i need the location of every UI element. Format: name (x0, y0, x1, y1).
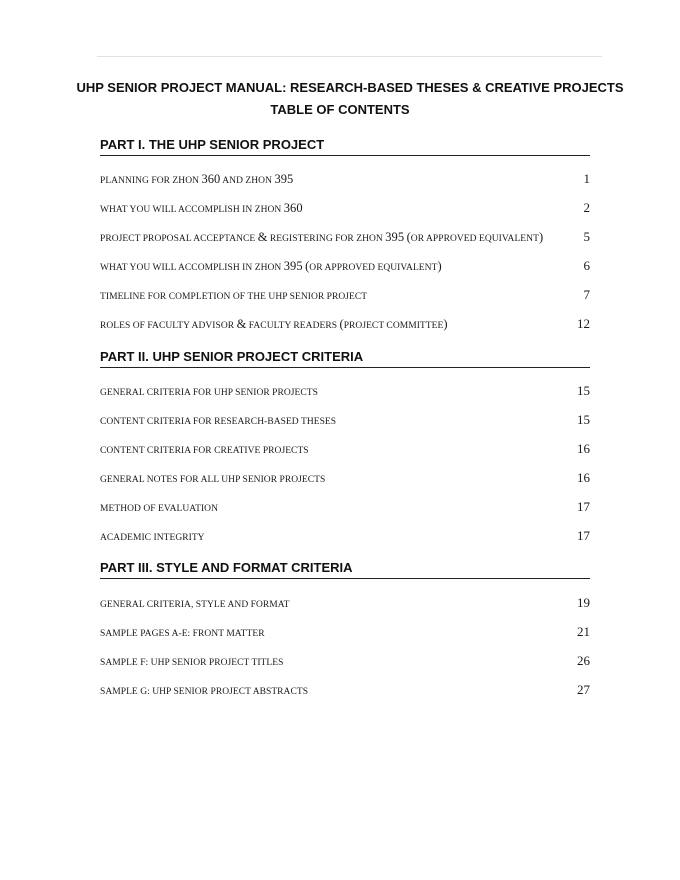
document-title: UHP SENIOR PROJECT MANUAL: RESEARCH-BASED THESES & CREATIVE PROJECTS (76, 80, 624, 95)
toc-entry-page: 16 (577, 470, 590, 485)
toc-entry-page: 17 (577, 499, 590, 514)
toc-entry-label: WHAT YOU WILL ACCOMPLISH IN ZHON 395 (OR APPROVED EQUIVALENT) (100, 259, 442, 273)
toc-entry-page: 27 (577, 682, 590, 697)
toc-entry-page: 16 (577, 441, 590, 456)
part-1-heading: PART I. THE UHP SENIOR PROJECT (100, 137, 590, 156)
toc-entry[interactable] (100, 258, 590, 276)
toc-entry[interactable] (100, 528, 590, 546)
toc-entry-page: 6 (583, 258, 590, 273)
toc-entry-page: 12 (577, 316, 590, 331)
toc-entry[interactable] (100, 441, 590, 459)
toc-entry[interactable] (100, 171, 590, 189)
toc-title: TABLE OF CONTENTS (270, 102, 410, 117)
toc-entry-label: METHOD OF EVALUATION (100, 504, 218, 514)
toc-entry-page: 2 (583, 200, 590, 215)
toc-entry[interactable] (100, 499, 590, 517)
toc-entry[interactable] (100, 316, 590, 334)
part-3-heading: PART III. STYLE AND FORMAT CRITERIA (100, 560, 590, 579)
toc-entry-label: ROLES OF FACULTY ADVISOR & FACULTY READERS (PROJECT COMMITTEE) (100, 317, 448, 331)
toc-entry-page: 26 (577, 653, 590, 668)
toc-entry-page: 15 (577, 383, 590, 398)
toc-entry-label: CONTENT CRITERIA FOR RESEARCH-BASED THESES (100, 417, 337, 427)
toc-entry-page: 7 (583, 287, 590, 302)
toc-entry-label: WHAT YOU WILL ACCOMPLISH IN ZHON 360 (100, 201, 303, 215)
toc-entry[interactable] (100, 229, 590, 247)
toc-entry[interactable] (100, 200, 590, 218)
toc-entry[interactable] (100, 470, 590, 488)
toc-entry-page: 5 (583, 229, 590, 244)
toc-entry-label: GENERAL NOTES FOR ALL UHP SENIOR PROJECTS (100, 475, 326, 485)
header-rule (97, 56, 602, 57)
toc-entry-label: SAMPLE G: UHP SENIOR PROJECT ABSTRACTS (100, 687, 309, 697)
toc-entry[interactable] (100, 653, 590, 671)
toc-entry[interactable] (100, 412, 590, 430)
toc-entry-label: PLANNING FOR ZHON 360 AND ZHON 395 (100, 172, 294, 186)
toc-entry-page: 17 (577, 528, 590, 543)
toc-entry-label: SAMPLE PAGES A-E: FRONT MATTER (100, 629, 265, 639)
toc-entry-page: 21 (577, 624, 590, 639)
toc-entry[interactable] (100, 682, 590, 700)
toc-entry-page: 1 (583, 171, 590, 186)
toc-entry[interactable] (100, 383, 590, 401)
toc-entry-label: SAMPLE F: UHP SENIOR PROJECT TITLES (100, 658, 284, 668)
part-2-heading: PART II. UHP SENIOR PROJECT CRITERIA (100, 349, 590, 368)
toc-entry-label: ACADEMIC INTEGRITY (100, 533, 205, 543)
toc-entry-label: CONTENT CRITERIA FOR CREATIVE PROJECTS (100, 446, 309, 456)
toc-entry[interactable] (100, 595, 590, 613)
toc-entry-label: TIMELINE FOR COMPLETION OF THE UHP SENIOR PROJECT (100, 292, 368, 302)
toc-entry-page: 19 (577, 595, 590, 610)
toc-entry-label: GENERAL CRITERIA FOR UHP SENIOR PROJECTS (100, 388, 318, 398)
toc-entry-label: GENERAL CRITERIA, STYLE AND FORMAT (100, 600, 290, 610)
toc-entry-label: PROJECT PROPOSAL ACCEPTANCE & REGISTERING FOR ZHON 395 (OR APPROVED EQUIVALENT) (100, 230, 544, 244)
toc-entry-page: 15 (577, 412, 590, 427)
toc-entry[interactable] (100, 624, 590, 642)
toc-entry[interactable] (100, 287, 590, 305)
